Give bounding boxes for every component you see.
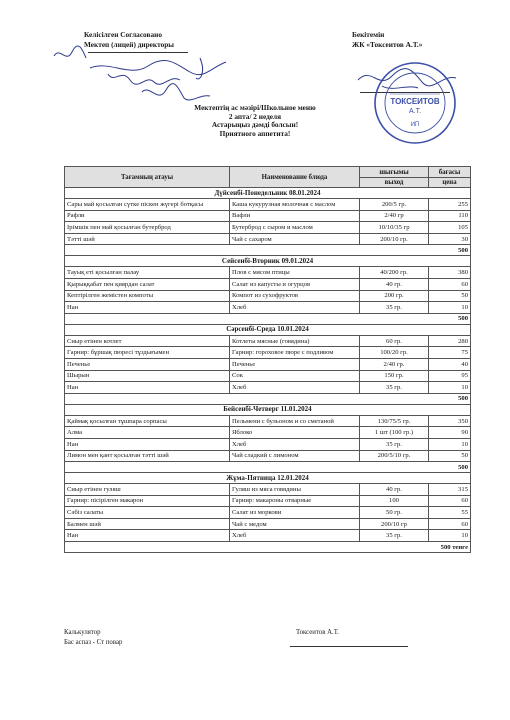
dish-kz: Нан bbox=[65, 530, 230, 542]
dish-amount: 50 гр. bbox=[360, 507, 429, 519]
dish-amount: 35 гр. bbox=[360, 438, 429, 450]
dish-kz: Рафли bbox=[65, 210, 230, 222]
dish-kz: Лимон мен қант қосылған тәтті шәй bbox=[65, 450, 230, 462]
table-row bbox=[65, 495, 471, 507]
dish-amount: 100/20 гр. bbox=[360, 347, 429, 359]
dish-amount: 10/10/35 гр bbox=[360, 222, 429, 234]
dish-price: 60 bbox=[429, 495, 471, 507]
day-title: Жұма-Пятница 12.01.2024 bbox=[65, 473, 471, 484]
approver-label: ЖК «Токсеитов А.Т.» bbox=[352, 40, 423, 49]
dish-amount: 150 гр. bbox=[360, 370, 429, 382]
dish-price: 50 bbox=[429, 450, 471, 462]
menu-title-line: Приятного аппетита! bbox=[219, 128, 291, 138]
day-total: 500 bbox=[65, 313, 471, 324]
col-header-price-kz: бағасы bbox=[429, 167, 471, 178]
table-row bbox=[65, 302, 471, 314]
dish-price: 10 bbox=[429, 530, 471, 542]
dish-ru: Котлеты мясные (говядина) bbox=[230, 335, 360, 347]
dish-price: 90 bbox=[429, 427, 471, 439]
dish-amount: 40/200 гр. bbox=[360, 267, 429, 279]
dish-kz: Сиыр етінен котлет bbox=[65, 335, 230, 347]
dish-kz: Балмен шәй bbox=[65, 518, 230, 530]
dish-price: 10 bbox=[429, 438, 471, 450]
dish-ru: Хлеб bbox=[230, 302, 360, 314]
col-header-amount-ru: выход bbox=[360, 178, 429, 188]
table-row bbox=[65, 335, 471, 347]
table-row bbox=[65, 233, 471, 245]
table-row bbox=[65, 427, 471, 439]
dish-price: 60 bbox=[429, 278, 471, 290]
dish-amount: 40 гр. bbox=[360, 484, 429, 496]
dish-price: 55 bbox=[429, 507, 471, 519]
dish-amount: 200 гр. bbox=[360, 290, 429, 302]
dish-ru: Бутерброд с сыром и маслом bbox=[230, 222, 360, 234]
dish-price: 255 bbox=[429, 199, 471, 211]
dish-ru: Гуляш из мяса говядины bbox=[230, 484, 360, 496]
table-row bbox=[65, 210, 471, 222]
day-total: 500 bbox=[65, 462, 471, 473]
dish-kz: Печенье bbox=[65, 358, 230, 370]
dish-price: 60 bbox=[429, 518, 471, 530]
dish-price: 50 bbox=[429, 290, 471, 302]
dish-amount: 35 гр. bbox=[360, 382, 429, 394]
svg-text:ИП: ИП bbox=[410, 122, 420, 128]
day-total: 500 bbox=[65, 393, 471, 404]
day-title: Сәрсенбі-Среда 10.01.2024 bbox=[65, 324, 471, 335]
dish-amount: 35 гр. bbox=[360, 302, 429, 314]
table-row bbox=[65, 507, 471, 519]
dish-ru: Салат из моркови bbox=[230, 507, 360, 519]
table-row bbox=[65, 278, 471, 290]
dish-price: 30 bbox=[429, 233, 471, 245]
dish-ru: Пельмени с бульоном и со сметаной bbox=[230, 415, 360, 427]
approve-label: Бекітемін bbox=[352, 30, 385, 39]
dish-price: 380 bbox=[429, 267, 471, 279]
dish-price: 10 bbox=[429, 302, 471, 314]
dish-ru: Компот из сухофруктов bbox=[230, 290, 360, 302]
dish-price: 95 bbox=[429, 370, 471, 382]
table-row bbox=[65, 518, 471, 530]
dish-amount: 40 гр. bbox=[360, 278, 429, 290]
dish-ru: Вафли bbox=[230, 210, 360, 222]
table-row bbox=[65, 267, 471, 279]
dish-amount: 1 шт (100 гр.) bbox=[360, 427, 429, 439]
menu-title-line: Мектептің ас мәзірі/Школьное меню bbox=[194, 103, 316, 112]
table-row bbox=[65, 290, 471, 302]
dish-ru: Каша кукурузная молочная с маслом bbox=[230, 199, 360, 211]
dish-ru: Гарнир: макароны отварные bbox=[230, 495, 360, 507]
dish-kz: Гарнир: бұршақ пюресі тұздығымен bbox=[65, 347, 230, 359]
dish-kz: Тәтті шәй bbox=[65, 233, 230, 245]
dish-kz: Ірімшік пен май қосылған бутерброд bbox=[65, 222, 230, 234]
dish-amount: 2/40 гр bbox=[360, 210, 429, 222]
dish-ru: Хлеб bbox=[230, 382, 360, 394]
dish-amount: 100 bbox=[360, 495, 429, 507]
dish-ru: Салат из капусты и огурцов bbox=[230, 278, 360, 290]
dish-amount: 200/5 гр. bbox=[360, 199, 429, 211]
menu-table bbox=[64, 166, 471, 553]
table-row bbox=[65, 347, 471, 359]
dish-kz: Қаймақ қосылған тұшпара сорпасы bbox=[65, 415, 230, 427]
dish-kz: Алма bbox=[65, 427, 230, 439]
dish-price: 315 bbox=[429, 484, 471, 496]
agreed-label: Келісілген Согласовано bbox=[84, 30, 162, 39]
dish-amount: 2/40 гр. bbox=[360, 358, 429, 370]
dish-price: 105 bbox=[429, 222, 471, 234]
dish-amount: 60 гр. bbox=[360, 335, 429, 347]
table-row bbox=[65, 415, 471, 427]
dish-price: 10 bbox=[429, 382, 471, 394]
col-header-name-ru: Наименование блюда bbox=[230, 167, 360, 188]
day-title: Дүйсенбі-Понедельник 08.01.2024 bbox=[65, 188, 471, 199]
dish-price: 110 bbox=[429, 210, 471, 222]
table-row bbox=[65, 370, 471, 382]
dish-ru: Хлеб bbox=[230, 530, 360, 542]
dish-ru: Сок bbox=[230, 370, 360, 382]
col-header-amount-kz: шығымы bbox=[360, 167, 429, 178]
dish-amount: 130/75/5 гр. bbox=[360, 415, 429, 427]
dish-ru: Гарнир: гороховое пюре с подливом bbox=[230, 347, 360, 359]
dish-ru: Яблоко bbox=[230, 427, 360, 439]
svg-text:А.Т.: А.Т. bbox=[408, 108, 422, 115]
dish-price: 75 bbox=[429, 347, 471, 359]
chef-sign-line bbox=[290, 646, 408, 647]
dish-amount: 35 гр. bbox=[360, 530, 429, 542]
dish-kz: Сиыр етінен гуляш bbox=[65, 484, 230, 496]
dish-kz: Кептірілген жемістен компоты bbox=[65, 290, 230, 302]
dish-kz: Нан bbox=[65, 302, 230, 314]
calculator-name: Токсеитов А.Т. bbox=[296, 629, 339, 636]
dish-amount: 200/10 гр. bbox=[360, 233, 429, 245]
table-row bbox=[65, 450, 471, 462]
dish-kz: Гарнир: пісірілген макарон bbox=[65, 495, 230, 507]
dish-amount: 200/10 гр bbox=[360, 518, 429, 530]
day-title: Сейсенбі-Вторник 09.01.2024 bbox=[65, 256, 471, 267]
dish-ru: Чай сладкий с лимоном bbox=[230, 450, 360, 462]
dish-ru: Печенье bbox=[230, 358, 360, 370]
calculator-label: Калькулятор bbox=[64, 629, 101, 636]
dish-ru: Хлеб bbox=[230, 438, 360, 450]
col-header-price-ru: цена bbox=[429, 178, 471, 188]
table-row bbox=[65, 222, 471, 234]
day-total: 500 тенге bbox=[65, 542, 471, 553]
dish-kz: Шырын bbox=[65, 370, 230, 382]
dish-kz: Сәбіз салаты bbox=[65, 507, 230, 519]
menu-title bbox=[0, 104, 510, 138]
dish-price: 350 bbox=[429, 415, 471, 427]
dish-amount: 200/5/10 гр. bbox=[360, 450, 429, 462]
dish-price: 40 bbox=[429, 358, 471, 370]
menu-title-line: 2 апта/ 2 неделя bbox=[228, 111, 282, 121]
day-title: Бейсенбі-Четверг 11.01.2024 bbox=[65, 404, 471, 415]
dish-price: 280 bbox=[429, 335, 471, 347]
director-label: Мектеп (лицей) директоры bbox=[84, 40, 175, 49]
dish-ru: Чай с медом bbox=[230, 518, 360, 530]
dish-kz: Тауық еті қосылған палау bbox=[65, 267, 230, 279]
table-row bbox=[65, 530, 471, 542]
table-row bbox=[65, 358, 471, 370]
chef-label: Бас аспаз - Ст повар bbox=[64, 639, 123, 646]
dish-kz: Сары май қосылған сүтке піскен жүгері ботқасы bbox=[65, 199, 230, 211]
menu-title-line: Астарыңыз дәмді болсын! bbox=[211, 120, 299, 130]
col-header-name-kz: Тағамның атауы bbox=[65, 167, 230, 188]
dish-ru: Плов с мясом птицы bbox=[230, 267, 360, 279]
director-signature-icon bbox=[50, 38, 240, 110]
table-row bbox=[65, 382, 471, 394]
dish-kz: Нан bbox=[65, 382, 230, 394]
dish-ru: Чай с сахаром bbox=[230, 233, 360, 245]
day-total: 500 bbox=[65, 245, 471, 256]
table-row bbox=[65, 438, 471, 450]
table-row bbox=[65, 484, 471, 496]
dish-kz: Қырыққабат пен қиярдан салат bbox=[65, 278, 230, 290]
svg-text:ТОКСЕИТОВ: ТОКСЕИТОВ bbox=[390, 97, 440, 106]
dish-kz: Нан bbox=[65, 438, 230, 450]
table-row bbox=[65, 199, 471, 211]
